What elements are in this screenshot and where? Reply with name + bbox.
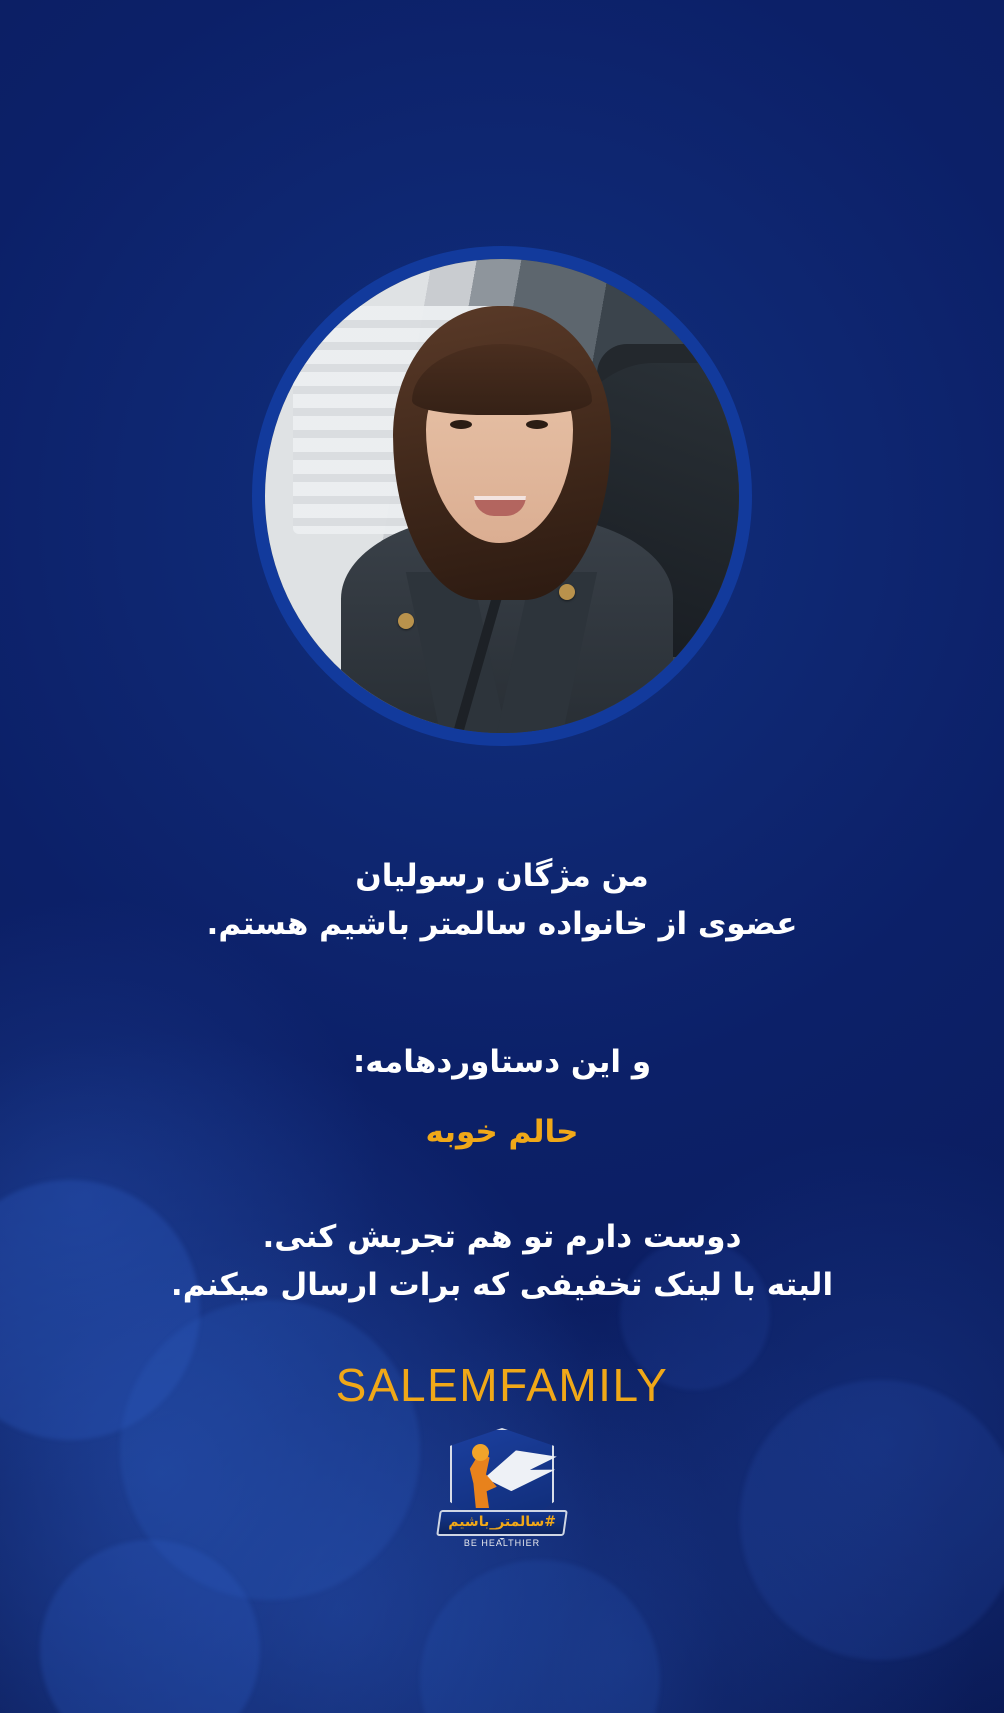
photo-jacket-button [398,613,414,629]
brand-logo [432,1424,572,1564]
logo-banner [436,1510,568,1536]
decorative-bubble [740,1380,1004,1660]
logo-subtitle: BE HEALTHIER [463,1538,541,1548]
runner-head-icon [472,1444,489,1461]
logo-banner-text: #سالمتر_باشیم [448,1514,557,1530]
intro-line-2: عضوی از خانواده سالمتر باشیم هستم. [206,906,798,943]
decorative-bubble [40,1540,260,1713]
decorative-bubble [120,1300,420,1600]
profile-photo [265,259,739,733]
decorative-bubble [420,1560,660,1713]
intro-text [0,852,1004,948]
intro-line-1: من مژگان رسولیان [355,858,649,894]
portrait-frame [202,196,802,796]
achievement-value: حالم خوبه [425,1114,579,1151]
achievement-block [0,1038,1004,1156]
invite-line-1: دوست دارم تو هم تجربش کنی. [262,1219,742,1255]
invite-line-2: البته با لینک تخفیفی که برات ارسال میکنم. [170,1267,834,1304]
achievement-label: و این دستاوردهامه: [352,1044,652,1080]
brand-wordmark: SALEMFAMILY [335,1359,669,1411]
invite-text [0,1213,1004,1309]
photo-person-eye-right [526,420,548,429]
